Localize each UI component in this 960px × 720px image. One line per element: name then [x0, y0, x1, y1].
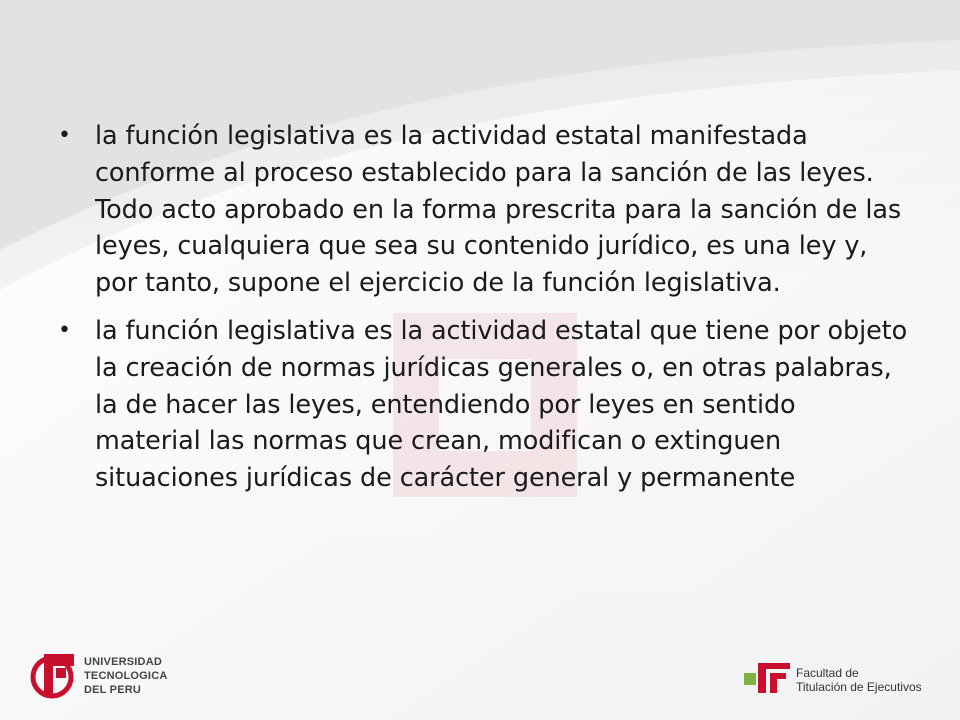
bullet-item: [58, 313, 908, 497]
fte-logo-icon: [744, 657, 792, 697]
bullet-text: la función legislativa es la actividad estatal manifestada conforme al proceso establecido para la sanción de las leyes. Todo acto aprobado en la forma prescrita para la sanción de las leyes, cualquiera que sea su contenido jurídico, es una ley y, por tanto, supone el ejercicio de la función legislativa.: [95, 121, 902, 299]
fte-logo-line: Facultad de: [796, 666, 859, 680]
bullet-dot: •: [58, 317, 71, 343]
utp-logo-text: [84, 655, 167, 697]
fte-logo: [744, 657, 944, 703]
bullet-list: [58, 118, 908, 508]
bullet-dot: •: [58, 123, 71, 148]
utp-logo-line: DEL PERU: [84, 684, 142, 696]
utp-logo-icon: [30, 650, 78, 700]
bullet-item: [58, 118, 908, 302]
utp-logo-line: UNIVERSIDAD: [84, 656, 162, 668]
utp-logo: [30, 648, 175, 704]
utp-logo-line: TECNOLOGICA: [84, 670, 168, 682]
fte-logo-text: [796, 666, 922, 694]
bullet-text: la función legislativa es la actividad estatal que tiene por objeto la creación de normas jurídicas generales o, en otras palabras, la de hacer las leyes, entendiendo por leyes en sentido material las normas que crean, modifican o extinguen situaciones jurídicas de carácter general y permanente: [95, 315, 908, 494]
fte-logo-line: Titulación de Ejecutivos: [796, 680, 922, 694]
